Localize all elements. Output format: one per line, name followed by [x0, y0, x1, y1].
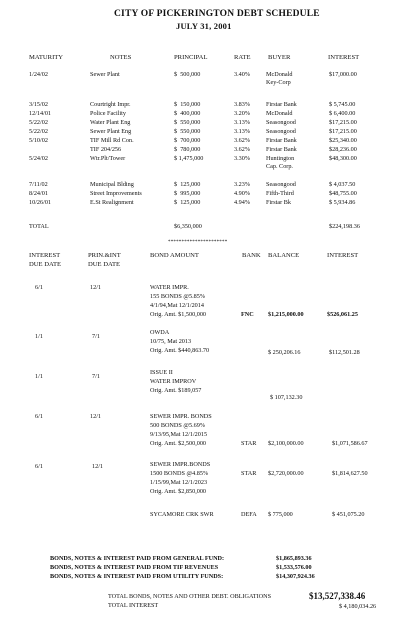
- bond-balance: $1,215,000.00: [268, 311, 304, 318]
- row-interest: $48,300.00: [329, 155, 357, 162]
- row-buyer: Firstar Bank: [266, 146, 297, 153]
- row-note: Sewer Plant Eng: [90, 128, 132, 135]
- row-buyer-cont: Cap. Corp.: [266, 163, 293, 170]
- row-rate: 3.13%: [234, 128, 250, 135]
- row-principal: $ 500,000: [174, 71, 201, 78]
- row-buyer: Seasongood: [266, 119, 296, 126]
- bond-prin-due: 7/1: [92, 333, 100, 340]
- bond-line: SEWER IMPR. BONDS: [150, 413, 212, 420]
- bond-line: Orig. Amt. $1,500,000: [150, 311, 207, 318]
- row-interest: $17,000.00: [329, 71, 357, 78]
- bond-interest: $ 451,075.20: [332, 511, 365, 518]
- bond-interest: $526,061.25: [327, 311, 358, 318]
- total-obligations-value: $13,527,338.46: [309, 591, 366, 601]
- total-interest-label: TOTAL INTEREST: [108, 602, 159, 609]
- bond-line: SYCAMORE CRK SWR: [150, 511, 214, 518]
- row-note: Street Improvements: [90, 190, 142, 197]
- bond-line: ISSUE II: [150, 369, 173, 376]
- row-interest: $17,215.00: [329, 119, 357, 126]
- paid-from-value: $1,533,576.00: [276, 564, 312, 571]
- row-interest: $28,236.00: [329, 146, 357, 153]
- row-principal: $ 150,000: [174, 101, 201, 108]
- notes-total-principal: $6,350,000: [174, 223, 202, 230]
- bond-line: Orig. Amt. $189,057: [150, 387, 202, 394]
- paid-from-label: BONDS, NOTES & INTEREST PAID FROM GENERAL FUND:: [50, 555, 225, 562]
- bond-interest: $1,071,586.67: [332, 440, 368, 447]
- col-header-balance: BALANCE: [268, 252, 300, 259]
- bond-line: SEWER IMPR.BONDS: [150, 461, 211, 468]
- bond-prin-due: 7/1: [92, 373, 100, 380]
- col-header-interest-2: INTEREST: [327, 252, 359, 259]
- row-interest: $ 4,037.50: [329, 181, 356, 188]
- row-principal: $ 125,000: [174, 199, 201, 206]
- row-principal: $ 400,000: [174, 110, 201, 117]
- section-separator: **********************: [168, 240, 228, 245]
- row-buyer: Firstar Bank: [266, 101, 297, 108]
- row-interest: $ 5,934.86: [329, 199, 356, 206]
- row-rate: 3.13%: [234, 119, 250, 126]
- bond-prin-due: 12/1: [90, 284, 102, 291]
- row-buyer: Seasongood: [266, 181, 296, 188]
- row-rate: 4.90%: [234, 190, 250, 197]
- col-header-notes: NOTES: [110, 54, 132, 61]
- row-maturity: 7/11/02: [29, 181, 48, 188]
- bond-interest-due: 6/1: [35, 284, 43, 291]
- row-buyer-cont: Key-Corp: [266, 79, 291, 86]
- bond-interest-due: 1/1: [35, 373, 43, 380]
- row-rate: 3.83%: [234, 101, 250, 108]
- row-interest: $25,340.00: [329, 137, 357, 144]
- row-rate: 3.40%: [234, 71, 250, 78]
- bond-line: 155 BONDS @5.85%: [150, 293, 206, 300]
- paid-from-value: $14,307,924.36: [276, 573, 315, 580]
- bond-bank: STAR: [241, 470, 257, 477]
- col-header-prin-int: PRIN.&INT: [88, 252, 121, 259]
- col-header-bond-amount: BOND AMOUNT: [150, 252, 199, 259]
- col-header-rate: RATE: [234, 54, 251, 61]
- bond-line: 500 BONDS @5.69%: [150, 422, 206, 429]
- row-interest: $17,215.00: [329, 128, 357, 135]
- notes-total-label: TOTAL: [29, 223, 49, 230]
- row-buyer: Fifth-Third: [266, 190, 294, 197]
- row-principal: $ 550,000: [174, 128, 201, 135]
- row-rate: 3.30%: [234, 155, 250, 162]
- row-note: Water Plant Eng: [90, 119, 131, 126]
- row-buyer: Huntington: [266, 155, 295, 162]
- row-buyer: Seasongood: [266, 128, 296, 135]
- row-maturity: 12/14/01: [29, 110, 52, 117]
- row-buyer: Firstar Bank: [266, 137, 297, 144]
- bond-interest-due: 6/1: [35, 463, 43, 470]
- row-principal: $ 995,000: [174, 190, 201, 197]
- paid-from-label: BONDS, NOTES & INTEREST PAID FROM UTILITY FUNDS:: [50, 573, 224, 580]
- page-date: JULY 31, 2001: [176, 21, 232, 31]
- row-maturity: 3/15/02: [29, 101, 48, 108]
- row-note: Wtr.Plt/Tower: [90, 155, 126, 162]
- row-note: Police Facility: [90, 110, 126, 117]
- row-buyer: McDonald: [266, 110, 293, 117]
- row-interest: $ 5,745.00: [329, 101, 356, 108]
- row-note: E.St Realignment: [90, 199, 134, 206]
- bond-line: WATER IMPROV: [150, 378, 197, 385]
- bond-balance: $ 250,206.16: [268, 349, 301, 356]
- row-maturity: 5/22/02: [29, 119, 48, 126]
- col-header-principal: PRINCIPAL: [174, 54, 208, 61]
- bond-balance: $ 775,000: [268, 511, 293, 518]
- row-maturity: 10/26/01: [29, 199, 52, 206]
- row-interest: $48,755.00: [329, 190, 357, 197]
- row-principal: $ 1,475,000: [174, 155, 204, 162]
- bond-balance: $ 107,132.30: [270, 394, 303, 401]
- col-header-bank: BANK: [242, 252, 261, 259]
- row-maturity: 5/24/02: [29, 155, 48, 162]
- row-maturity: 5/10/02: [29, 137, 48, 144]
- row-note: Municipal Blding: [90, 181, 134, 188]
- row-maturity: 1/24/02: [29, 71, 48, 78]
- bond-balance: $2,100,000.00: [268, 440, 304, 447]
- row-rate: 3.20%: [234, 110, 250, 117]
- bond-line: 1500 BONDS @4.85%: [150, 470, 209, 477]
- bond-line: 9/13/95,Mat 12/1/2015: [150, 431, 208, 438]
- bond-line: 10/75, Mat 2013: [150, 338, 192, 345]
- page-title: CITY OF PICKERINGTON DEBT SCHEDULE: [114, 9, 320, 19]
- row-rate: 4.94%: [234, 199, 250, 206]
- row-principal: $ 700,000: [174, 137, 201, 144]
- row-rate: 3.23%: [234, 181, 250, 188]
- row-maturity: 5/22/02: [29, 128, 48, 135]
- bond-bank: FNC: [241, 311, 254, 318]
- row-note: Courtright Impr.: [90, 101, 131, 108]
- row-buyer: McDonald: [266, 71, 293, 78]
- col-header-prin-int-2: DUE DATE: [88, 261, 121, 268]
- col-header-maturity: MATURITY: [29, 54, 64, 61]
- col-header-interest-due: INTEREST: [29, 252, 61, 259]
- row-note: Sewer Plant: [90, 71, 120, 78]
- bond-line: OWDA: [150, 329, 170, 336]
- row-interest: $ 6,400.00: [329, 110, 356, 117]
- bond-line: Orig. Amt. $2,500,000: [150, 440, 207, 447]
- row-note: TIF Mill Rd Con.: [90, 137, 134, 144]
- row-maturity: 8/24/01: [29, 190, 48, 197]
- bond-balance: $2,720,000.00: [268, 470, 304, 477]
- row-principal: $ 550,000: [174, 119, 201, 126]
- col-header-interest: INTEREST: [328, 54, 360, 61]
- bond-bank: DEFA: [241, 511, 257, 518]
- bond-line: 1/15/99,Mat 12/1/2023: [150, 479, 208, 486]
- bond-interest-due: 6/1: [35, 413, 43, 420]
- row-buyer: Firstar Bk: [266, 199, 291, 206]
- bond-line: Orig. Amt. $2,850,000: [150, 488, 207, 495]
- row-note: TIF 204/256: [90, 146, 122, 153]
- bond-prin-due: 12/1: [90, 413, 102, 420]
- row-principal: $ 780,000: [174, 146, 201, 153]
- bond-line: Orig. Amt. $440,863.70: [150, 347, 210, 354]
- total-interest-value: $ 4,180,034.26: [339, 603, 377, 610]
- col-header-interest-due-2: DUE DATE: [29, 261, 62, 268]
- row-principal: $ 125,000: [174, 181, 201, 188]
- row-rate: 3.62%: [234, 146, 250, 153]
- bond-interest-due: 1/1: [35, 333, 43, 340]
- bond-line: WATER IMPR.: [150, 284, 189, 291]
- bond-interest: $1,814,627.50: [332, 470, 368, 477]
- paid-from-label: BONDS, NOTES & INTEREST PAID FROM TIF REVENUES: [50, 564, 219, 571]
- bond-bank: STAR: [241, 440, 257, 447]
- bond-interest: $112,501.28: [329, 349, 360, 356]
- paid-from-value: $1,865,893.36: [276, 555, 312, 562]
- notes-total-interest: $224,198.36: [329, 223, 360, 230]
- bond-prin-due: 12/1: [92, 463, 104, 470]
- col-header-buyer: BUYER: [268, 54, 291, 61]
- bond-line: 4/1/94,Mat 12/1/2014: [150, 302, 204, 309]
- total-obligations-label: TOTAL BONDS, NOTES AND OTHER DEBT. OBLIGATIONS: [108, 593, 272, 600]
- row-rate: 3.62%: [234, 137, 250, 144]
